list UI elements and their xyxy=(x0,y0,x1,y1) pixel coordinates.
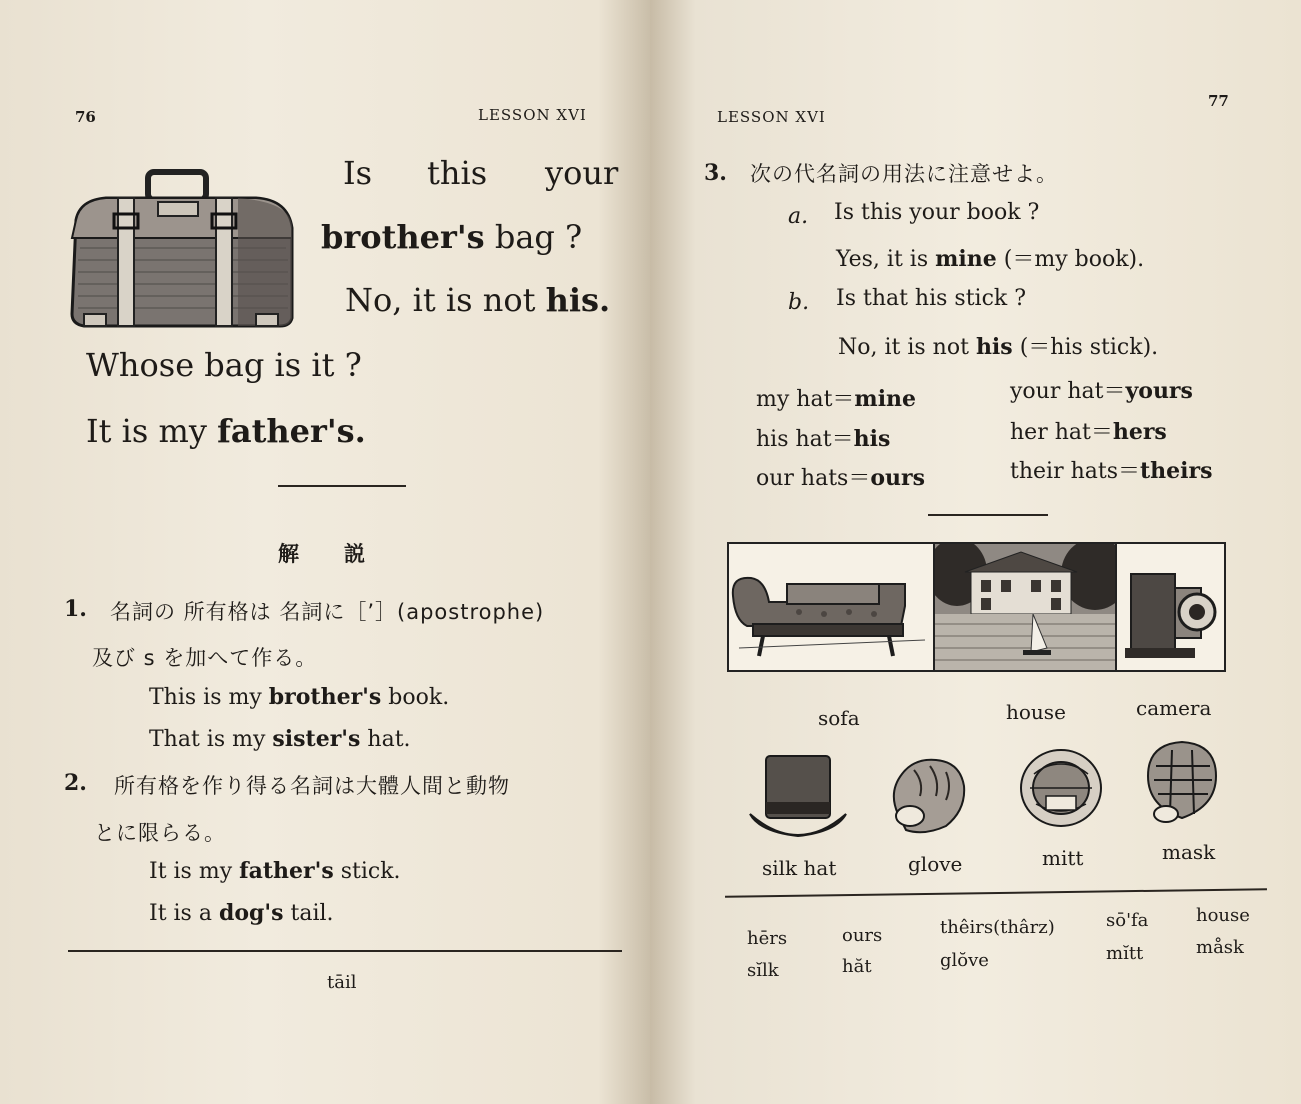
answer-text: (＝my book). xyxy=(1003,247,1145,272)
silk-hat-illustration xyxy=(748,750,848,848)
camera-illustration xyxy=(1117,544,1222,670)
possessive-term: sister's xyxy=(272,726,361,752)
pronoun-term: yours xyxy=(1125,378,1193,404)
pronoun-pair xyxy=(1010,374,1193,405)
mitt-illustration xyxy=(1016,744,1106,830)
question-b: Is that his stick ? xyxy=(836,286,1027,311)
example-text: It is a xyxy=(149,901,212,926)
pronoun-pair xyxy=(756,422,890,453)
example-text: stick. xyxy=(340,859,401,884)
footer-word: tāil xyxy=(327,972,357,993)
pronoun-term: mine xyxy=(854,386,917,412)
sofa-illustration xyxy=(729,544,934,670)
pronoun-pair xyxy=(756,382,916,413)
page-number-left: 76 xyxy=(75,108,96,126)
pronoun-phrase: your hat＝ xyxy=(1010,379,1126,404)
pronoun-term: hers xyxy=(1112,419,1167,445)
note-text: 所有格を作り得る名詞は大體人間と動物 xyxy=(114,774,510,798)
dialogue-line-5 xyxy=(86,412,366,450)
page-number-right: 77 xyxy=(1208,92,1229,110)
label-house: house xyxy=(1006,700,1066,724)
pronoun-phrase: our hats＝ xyxy=(756,466,871,491)
mask-illustration xyxy=(1136,736,1226,826)
pron-word: hērs xyxy=(747,928,788,949)
possessive-term: father's. xyxy=(217,412,366,450)
pronoun-term: mine xyxy=(935,246,997,272)
footer-rule xyxy=(725,888,1267,898)
pronoun-term: ours xyxy=(870,465,925,491)
bag-illustration xyxy=(66,168,298,330)
pronoun-phrase: my hat＝ xyxy=(756,387,855,412)
dialogue-text: It is my xyxy=(86,412,207,450)
note-number: 2. xyxy=(64,770,87,796)
pron-word: ours xyxy=(842,925,883,946)
label-silk-hat: silk hat xyxy=(762,856,837,880)
pron-word: house xyxy=(1196,905,1250,926)
possessive-term: dog's xyxy=(218,900,284,926)
possessive-term: father's xyxy=(239,858,334,884)
pron-word: hăt xyxy=(842,956,872,977)
possessive-term: brother's xyxy=(268,684,382,710)
note-text: 及び s を加へて作る。 xyxy=(92,646,318,670)
dialogue-line-2 xyxy=(321,218,582,256)
example-text: book. xyxy=(388,685,450,710)
pronoun-phrase: her hat＝ xyxy=(1010,420,1113,445)
pronoun-pair xyxy=(1010,454,1213,485)
possessive-term: his. xyxy=(545,281,611,319)
house-illustration xyxy=(933,544,1117,670)
dialogue-text: No, it is not xyxy=(345,281,536,319)
dialogue-text: bag ? xyxy=(494,218,583,256)
pron-word: sĭlk xyxy=(747,960,779,981)
item-label: b. xyxy=(788,290,810,315)
pronoun-phrase: their hats＝ xyxy=(1010,459,1140,484)
glove-illustration xyxy=(884,752,972,838)
answer-text: No, it is not xyxy=(838,335,969,360)
note-text: とに限らる。 xyxy=(94,821,226,845)
answer-b xyxy=(838,330,1158,361)
notes-heading: 解 説 xyxy=(278,542,366,566)
label-mask: mask xyxy=(1162,840,1216,864)
label-glove: glove xyxy=(908,852,963,876)
example-text: tail. xyxy=(290,901,334,926)
dialogue-word: your xyxy=(545,154,619,192)
answer-a xyxy=(836,242,1144,273)
pronoun-phrase: his hat＝ xyxy=(756,427,854,452)
pron-word: sō'fa xyxy=(1106,910,1149,931)
pron-word: måsk xyxy=(1196,937,1244,958)
answer-text: (＝his stick). xyxy=(1019,335,1159,360)
answer-text: Yes, it is xyxy=(836,247,929,272)
section-number: 3. xyxy=(704,160,727,186)
pronoun-term: his xyxy=(853,426,891,452)
label-camera: camera xyxy=(1136,696,1212,720)
note-text: 名詞の 所有格は 名詞に［’］(apostrophe) xyxy=(110,600,545,624)
dialogue-word: Is xyxy=(343,154,373,192)
example-sentence xyxy=(149,900,334,926)
right-page xyxy=(650,0,1301,1104)
pronoun-pair xyxy=(756,461,925,492)
dialogue-line-3 xyxy=(345,281,610,319)
dialogue-line-4: Whose bag is it ? xyxy=(86,346,362,384)
divider xyxy=(278,485,406,487)
running-head-right: LESSON XVI xyxy=(717,108,826,126)
note-number: 1. xyxy=(64,596,87,622)
pron-word: glŏve xyxy=(940,950,989,971)
example-sentence xyxy=(149,858,401,884)
pronoun-pair xyxy=(1010,415,1167,446)
picture-strip xyxy=(727,542,1226,672)
example-text: hat. xyxy=(367,727,411,752)
dialogue-word: this xyxy=(427,154,488,192)
example-text: This is my xyxy=(149,685,262,710)
pron-word: mĭtt xyxy=(1106,943,1144,964)
label-sofa: sofa xyxy=(818,706,860,730)
example-sentence xyxy=(149,726,411,752)
question-a: Is this your book ? xyxy=(834,200,1040,225)
pronoun-term: theirs xyxy=(1140,458,1213,484)
left-page xyxy=(0,0,650,1104)
item-label: a. xyxy=(788,204,809,229)
example-text: It is my xyxy=(149,859,233,884)
example-sentence xyxy=(149,684,449,710)
section-heading: 次の代名詞の用法に注意せよ。 xyxy=(750,162,1058,186)
pronoun-term: his xyxy=(975,334,1013,360)
possessive-term: brother's xyxy=(321,218,485,256)
label-mitt: mitt xyxy=(1042,846,1084,870)
running-head-left: LESSON XVI xyxy=(478,106,587,124)
footer-rule xyxy=(68,950,622,952)
divider xyxy=(928,514,1048,516)
example-text: That is my xyxy=(149,727,266,752)
pron-word: thêirs(thârz) xyxy=(940,917,1055,938)
